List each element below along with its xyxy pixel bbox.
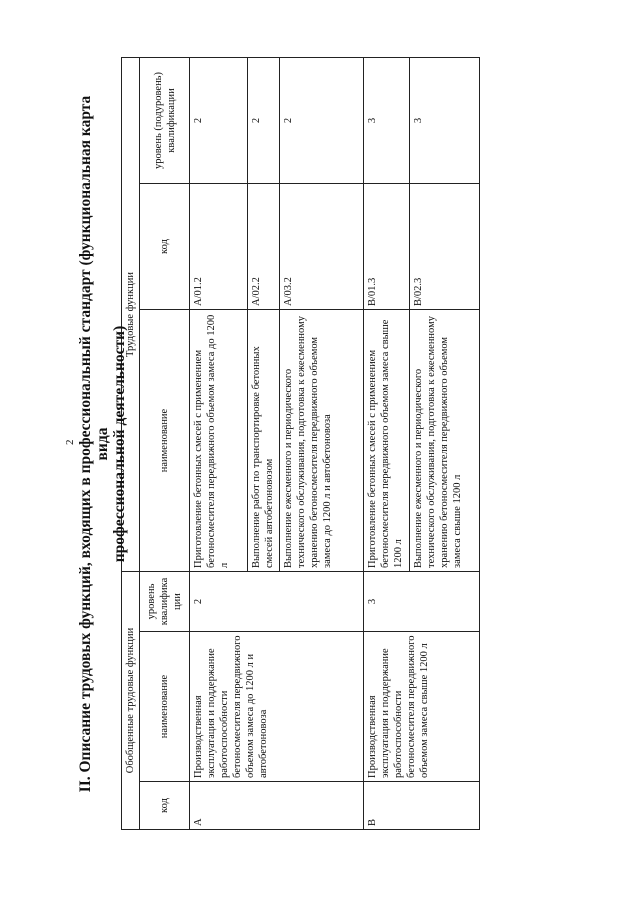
group-level: 2: [190, 572, 364, 632]
group-name: Производственная эксплуатация и поддержание работоспособности бетоносмесителя передвижного объемом замеса до 1200 л и автобетоновоза: [190, 632, 364, 782]
header-function-code: код: [140, 184, 190, 310]
function-code: A/03.2: [280, 184, 364, 310]
header-function-name: наименование: [140, 310, 190, 572]
group-code: B: [364, 782, 480, 830]
section-title-line2: профессиональной деятельности): [111, 325, 128, 563]
section-title: [73, 58, 128, 830]
function-code: A/02.2: [248, 184, 280, 310]
header-code: код: [140, 782, 190, 830]
header-name: наименование: [140, 632, 190, 782]
group-code: A: [190, 782, 364, 830]
header-sub-level: уровень (подуровень) квалификации: [140, 57, 190, 183]
function-level: 2: [248, 57, 280, 183]
table-row: [190, 57, 248, 829]
function-name: Выполнение ежесменного и периодического технического обслуживания, подготовка к ежесменному хранению бетоносмесителя передвижного объемом замеса свыше 1200 л: [410, 310, 480, 572]
function-name: Выполнение ежесменного и периодического технического обслуживания, подготовка к ежесменному хранению бетоносмесителя передвижного объемом замеса до 1200 л и автобетоновоза: [280, 310, 364, 572]
functional-map-table: [121, 57, 480, 830]
group-level: 3: [364, 572, 480, 632]
section-title-line1: II. Описание трудовых функций, входящих в профессиональный стандарт (функциональная карта вида: [77, 95, 111, 793]
function-code: B/02.3: [410, 184, 480, 310]
function-level: 2: [280, 57, 364, 183]
function-name: Выполнение работ по транспортировке бетонных смесей автобетоновозом: [248, 310, 280, 572]
header-row-2: [140, 57, 190, 829]
function-level: 3: [364, 57, 410, 183]
function-code: A/01.2: [190, 184, 248, 310]
function-name: Приготовление бетонных смесей с применением бетоносмесителя передвижного объемом замеса свыше 1200 л: [364, 310, 410, 572]
group-name: Производственная эксплуатация и поддержание работоспособности бетоносмесителя передвижного объемом замеса свыше 1200 л: [364, 632, 480, 782]
table-row: [364, 57, 410, 829]
header-labor-functions: Трудовые функции: [122, 57, 140, 571]
function-level: 3: [410, 57, 480, 183]
rotated-page-content: [73, 58, 583, 830]
function-level: 2: [190, 57, 248, 183]
header-generalized-functions: Обобщенные трудовые функции: [122, 572, 140, 830]
page-number: 2: [64, 439, 76, 445]
header-qual-level: уровень квалификации: [140, 572, 190, 632]
function-code: B/01.3: [364, 184, 410, 310]
function-name: Приготовление бетонных смесей с применением бетоносмесителя передвижного объемом замеса до 1200 л: [190, 310, 248, 572]
